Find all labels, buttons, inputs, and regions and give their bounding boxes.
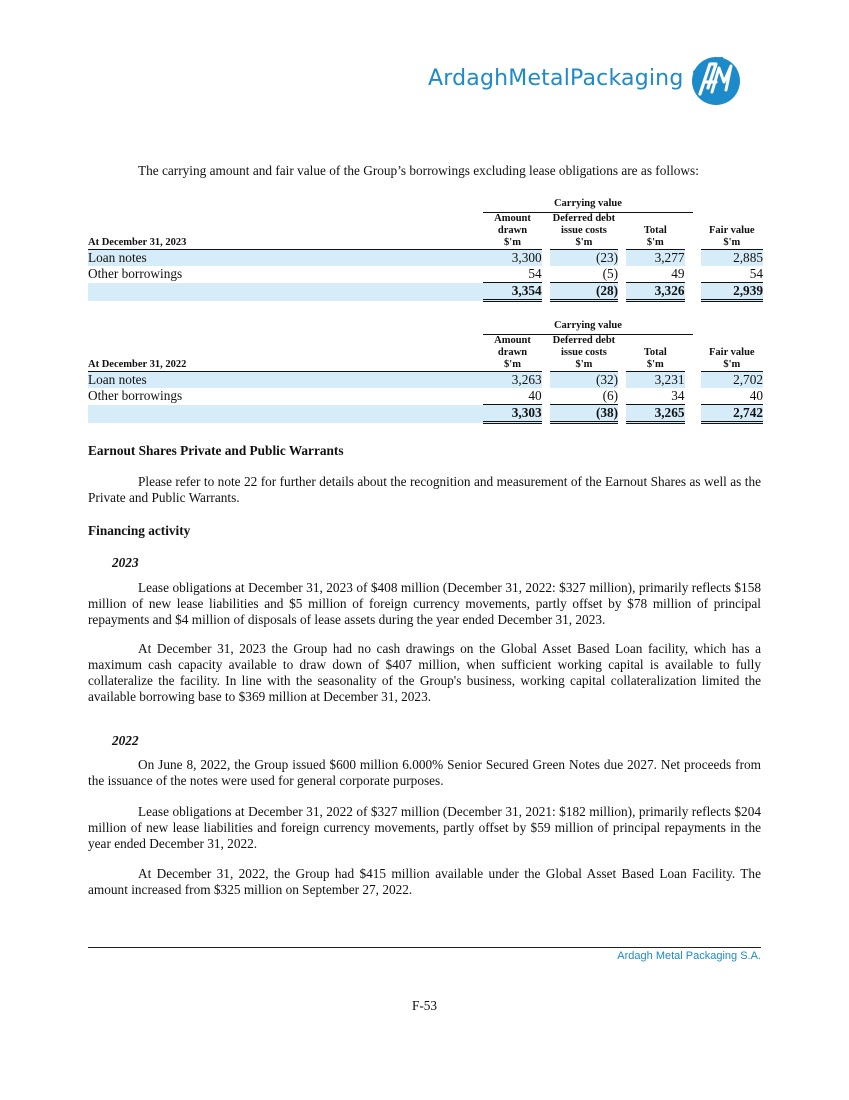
- carrying-value-header: Carrying value: [483, 196, 692, 213]
- paragraph-2023-lease: Lease obligations at December 31, 2023 of $408 million (December 31, 2022: $327 million), primarily reflects $158 million of new lease liabilities and $5 million of foreign currency movements, partly offset by $78 million of principal repayments and $4 million of disposals of lease assets during the year ended December 31, 2023.: [88, 580, 761, 627]
- total-row: [88, 283, 763, 301]
- row-label: Other borrowings: [88, 388, 183, 404]
- intro-text: The carrying amount and fair value of the Group’s borrowings excluding lease obligations are as follows:: [138, 163, 699, 178]
- page-number: F-53: [411, 998, 438, 1013]
- col-total: Total $'m: [626, 335, 684, 372]
- total-value: 3,354: [483, 283, 541, 301]
- total-row: [88, 405, 763, 423]
- row-label: Loan notes: [88, 250, 483, 267]
- year-2023-heading: 2023: [112, 555, 139, 570]
- logo-word-ardagh: Ardagh: [428, 66, 509, 91]
- row-label: Other borrowings: [88, 266, 183, 282]
- paragraph-2022-lease: Lease obligations at December 31, 2022 of $327 million (December 31, 2021: $182 million), primarily reflects $204 million of new lease liabilities and foreign currency movements, partly offset by $59 million of principal repayments in the year ended December 31, 2022.: [88, 804, 761, 851]
- footer-divider: [88, 947, 761, 948]
- borrowings-table-2023: [88, 196, 763, 302]
- financing-heading: Financing activity: [88, 523, 191, 538]
- earnout-paragraph: Please refer to note 22 for further details about the recognition and measurement of the Earnout Shares as well as the Private and Public Warrants.: [88, 474, 761, 505]
- cell-value: 54: [528, 266, 542, 281]
- logo-word-metal: Metal: [508, 66, 571, 91]
- col-deferred-debt: Deferred debt issue costs $'m: [550, 335, 618, 372]
- year-2022-heading: 2022: [112, 733, 139, 748]
- period-label: At December 31, 2023: [88, 213, 483, 250]
- cell-value: 3,231: [626, 372, 684, 389]
- period-label: At December 31, 2022: [88, 335, 483, 372]
- total-value: (38): [550, 405, 618, 423]
- total-value: 3,326: [626, 283, 684, 301]
- cell-value: (23): [550, 250, 618, 267]
- logo-word-packaging: Packaging: [570, 66, 684, 91]
- carrying-value-header: Carrying value: [483, 318, 692, 335]
- table-row: [88, 372, 763, 389]
- total-value: (28): [550, 283, 618, 301]
- table-row: [88, 266, 763, 283]
- col-fair-value: Fair value $'m: [701, 213, 763, 250]
- header-logo: [428, 52, 743, 108]
- earnout-heading: Earnout Shares Private and Public Warrants: [88, 443, 344, 458]
- paragraph-2023-abl: At December 31, 2023 the Group had no cash drawings on the Global Asset Based Loan facility, which has a maximum cash capacity available to draw down of $407 million, when sufficient working capital is available to fully collateralize the facility. In line with the seasonality of the Group's business, working capital collateralization limited the available borrowing base to $369 million at December 31, 2023.: [88, 641, 761, 704]
- cell-value: 3,300: [483, 250, 541, 267]
- col-total: Total $'m: [626, 213, 684, 250]
- cell-value: 40: [749, 388, 763, 403]
- total-value: 3,265: [626, 405, 684, 423]
- table-row: [88, 388, 763, 405]
- cell-value: 49: [671, 266, 685, 281]
- cell-value: 2,702: [701, 372, 763, 389]
- col-fair-value: Fair value $'m: [701, 335, 763, 372]
- cell-value: 54: [749, 266, 763, 281]
- logo-wordmark: [428, 66, 684, 91]
- footer-company: Ardagh Metal Packaging S.A.: [617, 950, 761, 962]
- col-deferred-debt: Deferred debt issue costs $'m: [550, 213, 618, 250]
- paragraph-2022-abl: At December 31, 2022, the Group had $415 million available under the Global Asset Based Loan Facility. The amount increased from $325 million on September 27, 2022.: [88, 866, 761, 897]
- cell-value: 40: [528, 388, 542, 403]
- row-label: Loan notes: [88, 372, 483, 389]
- paragraph-2022-notes: On June 8, 2022, the Group issued $600 million 6.000% Senior Secured Green Notes due 2027. Net proceeds from the issuance of the notes were used for general corporate purposes.: [88, 757, 761, 788]
- total-value: 2,939: [701, 283, 763, 301]
- cell-value: (32): [550, 372, 618, 389]
- borrowings-table-2022: [88, 318, 763, 424]
- cell-value: (6): [602, 388, 619, 403]
- cell-value: 3,277: [626, 250, 684, 267]
- cell-value: (5): [602, 266, 619, 281]
- cell-value: 3,263: [483, 372, 541, 389]
- col-amount-drawn: Amount drawn $'m: [483, 335, 541, 372]
- cell-value: 2,885: [701, 250, 763, 267]
- total-value: 2,742: [701, 405, 763, 423]
- table-row: [88, 250, 763, 267]
- col-amount-drawn: Amount drawn $'m: [483, 213, 541, 250]
- cell-value: 34: [671, 388, 685, 403]
- amp-logo-icon: [686, 52, 742, 108]
- total-value: 3,303: [483, 405, 541, 423]
